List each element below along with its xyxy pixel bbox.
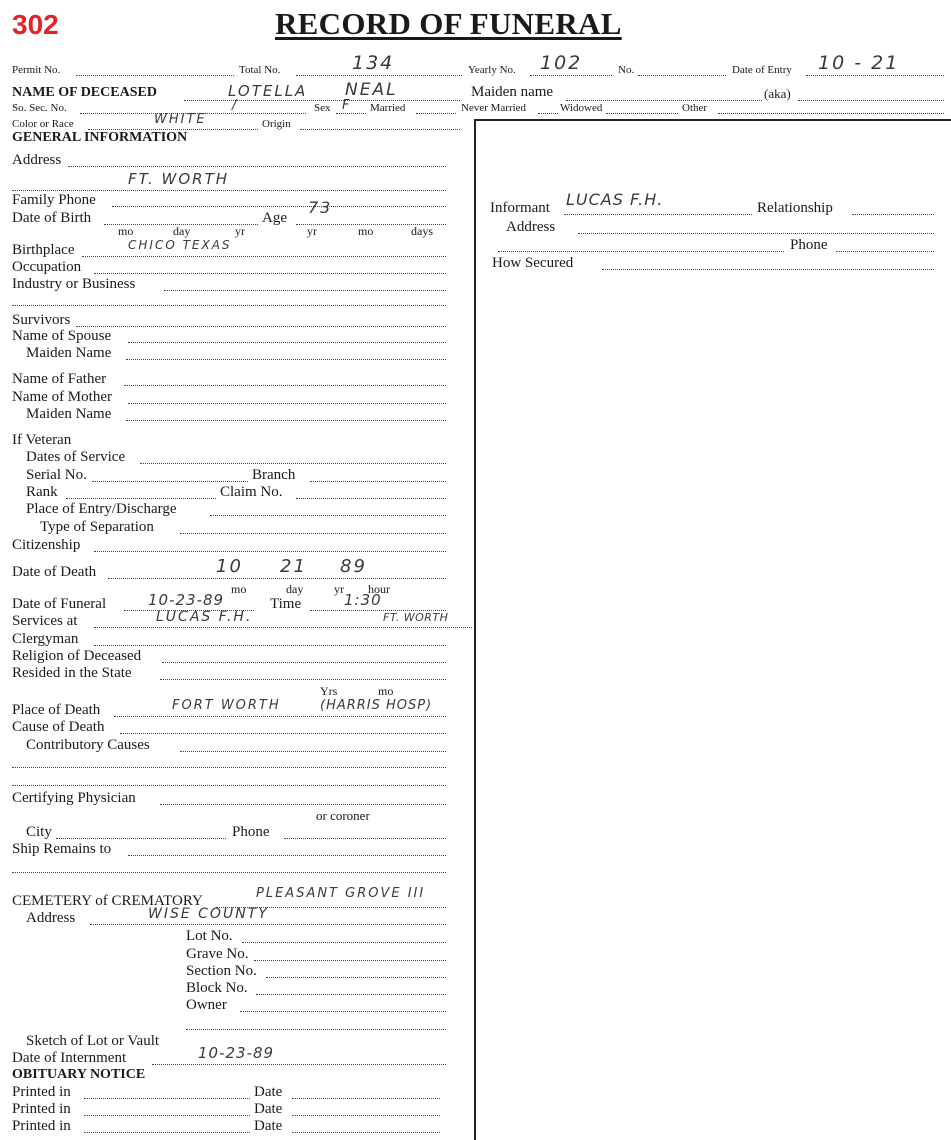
mother-line[interactable] [128,403,446,404]
industry-line[interactable] [164,290,446,291]
industry-label: Industry or Business [12,276,136,292]
birthplace-value: CHICO TEXAS [128,238,232,252]
birthplace-label: Birthplace [12,242,75,258]
spouse-maiden-line[interactable] [126,359,446,360]
other-line[interactable] [718,113,944,114]
resided-sub-mo: mo [378,684,394,698]
coroner-label: or coroner [316,808,370,823]
dob-sub-yr: yr [235,224,245,238]
never-married-label: Never Married [461,102,527,114]
printed-in-label-3: Printed in [12,1118,71,1134]
separation-label: Type of Separation [40,519,154,535]
entry-value: 10 - 21 [818,52,900,74]
how-secured-label: How Secured [492,255,574,271]
yearly-line[interactable] [530,75,612,76]
informant-value: LUCAS F.H. [566,190,664,209]
informant-address-line-2[interactable] [498,251,784,252]
dob-sub-mo: mo [118,224,134,238]
block-label: Block No. [186,980,248,996]
printed-in-line-3[interactable] [84,1132,250,1133]
branch-label: Branch [252,467,296,483]
yearly-label: Yearly No. [468,64,516,76]
death-date-label: Date of Death [12,564,97,580]
serial-label: Serial No. [26,467,87,483]
printed-date-line-1[interactable] [292,1098,440,1099]
maiden-name-label: Maiden name [471,84,554,100]
death-sub-mo: mo [231,582,247,596]
claim-line[interactable] [296,498,446,499]
how-secured-line[interactable] [602,269,934,270]
entry-label: Date of Entry [732,64,792,76]
age-label: Age [262,210,287,226]
death-date-day: 21 [280,556,307,577]
section-label: Section No. [186,963,257,979]
page-title: RECORD OF FUNERAL [275,6,622,41]
spouse-maiden-label: Maiden Name [26,345,112,361]
address-line-1[interactable] [68,166,446,167]
dob-sub-day: day [173,224,191,238]
clergyman-line[interactable] [94,645,446,646]
contributory-line-2[interactable] [12,767,446,768]
physician-phone-line[interactable] [284,838,446,839]
owner-line[interactable] [240,1011,446,1012]
occupation-label: Occupation [12,259,82,275]
spouse-line[interactable] [128,342,446,343]
permit-label: Permit No. [12,64,61,76]
death-place-line[interactable] [114,716,446,717]
printed-date-label-3: Date [254,1118,283,1134]
deceased-name-line[interactable] [184,100,460,101]
printed-in-line-1[interactable] [84,1098,250,1099]
internment-value: 10-23-89 [198,1044,275,1062]
father-line[interactable] [124,385,446,386]
death-place-extra: (HARRIS HOSP) [320,698,433,713]
section-line[interactable] [266,977,446,978]
never-married-line[interactable] [538,113,558,114]
printed-date-label-2: Date [254,1101,283,1117]
origin-line[interactable] [300,129,460,130]
age-sub-mo: mo [358,224,374,238]
informant-phone-line[interactable] [836,251,934,252]
serial-line[interactable] [92,481,248,482]
death-date-line[interactable] [108,578,446,579]
grave-label: Grave No. [186,946,249,962]
physician-phone-label: Phone [232,824,270,840]
sex-label: Sex [314,102,331,114]
race-label: Color or Race [12,118,74,130]
claim-label: Claim No. [220,484,283,500]
internment-line[interactable] [152,1064,446,1065]
death-sub-day: day [286,582,304,596]
cause-line[interactable] [120,733,446,734]
clergyman-label: Clergyman [12,631,79,647]
resided-line[interactable] [160,679,446,680]
age-value: 73 [308,198,333,217]
owner-line-2[interactable] [186,1029,446,1030]
age-sub-yr: yr [307,224,317,238]
funeral-date-value: 10-23-89 [148,591,225,609]
informant-line[interactable] [564,214,752,215]
cemetery-address-line[interactable] [90,924,446,925]
maiden-name-line[interactable] [566,100,762,101]
lot-line[interactable] [242,942,446,943]
services-label: Services at [12,613,78,629]
services-value: LUCAS F.H. [156,609,253,625]
panel-left-border [474,119,476,1140]
married-line[interactable] [416,113,456,114]
grave-line[interactable] [254,960,446,961]
aka-line[interactable] [798,100,944,101]
death-date-yr: 89 [340,556,367,577]
services-city: FT. WORTH [383,611,449,624]
other-label: Other [682,102,708,114]
total-label: Total No. [239,64,281,76]
contributory-line-3[interactable] [12,785,446,786]
branch-line[interactable] [310,481,446,482]
resided-sub-yrs: Yrs [320,684,338,698]
mother-maiden-line[interactable] [126,420,446,421]
city-label: City [26,824,52,840]
address-label: Address [12,152,62,168]
total-line[interactable] [296,75,462,76]
informant-address-label: Address [506,219,556,235]
family-phone-line[interactable] [112,206,446,207]
ssn-label: So. Sec. No. [12,102,67,114]
informant-phone-label: Phone [790,237,828,253]
funeral-time-label: Time [270,596,302,612]
ship-line[interactable] [128,855,446,856]
informant-address-line[interactable] [578,233,934,234]
deceased-last-name: NEAL [345,80,398,100]
origin-label: Origin [262,118,291,130]
occupation-line[interactable] [94,273,446,274]
sex-value: F [342,98,352,113]
entry-discharge-line[interactable] [210,515,446,516]
record-number: 302 [12,9,59,40]
physician-line[interactable] [160,804,446,805]
cemetery-label: CEMETERY of CREMATORY [12,893,203,909]
sex-line[interactable] [336,113,366,114]
rank-label: Rank [26,484,58,500]
block-line[interactable] [256,994,446,995]
funeral-time-value: 1:30 [344,591,382,609]
deceased-first-name: LOTELLA [228,82,308,100]
address-line-2[interactable] [12,190,446,191]
printed-in-label-1: Printed in [12,1084,71,1100]
obituary-heading: OBITUARY NOTICE [12,1067,146,1082]
printed-date-label-1: Date [254,1084,283,1100]
cemetery-value: PLEASANT GROVE III [256,886,426,901]
father-label: Name of Father [12,371,107,387]
death-place-value: FORT WORTH [172,698,281,713]
death-date-mo: 10 [216,556,243,577]
spouse-label: Name of Spouse [12,328,112,344]
cause-label: Cause of Death [12,719,105,735]
rank-line[interactable] [66,498,216,499]
no-line[interactable] [638,75,726,76]
address-value: FT. WORTH [128,170,230,188]
birthplace-line[interactable] [82,256,446,257]
survivors-label: Survivors [12,312,71,328]
physician-label: Certifying Physician [12,790,136,806]
general-heading: GENERAL INFORMATION [12,130,188,145]
resided-label: Resided in the State [12,665,132,681]
widowed-line[interactable] [606,113,678,114]
entry-discharge-label: Place of Entry/Discharge [26,501,177,517]
widowed-label: Widowed [560,102,603,114]
dob-label: Date of Birth [12,210,92,226]
religion-line[interactable] [162,662,446,663]
industry-line-2[interactable] [12,305,446,306]
ssn-value: / [232,98,239,113]
service-dates-line[interactable] [140,463,446,464]
mother-maiden-label: Maiden Name [26,406,112,422]
race-value: WHITE [154,112,207,127]
death-sub-hour: hour [368,582,390,596]
informant-label: Informant [490,200,550,216]
death-sub-yr: yr [334,582,344,596]
relationship-label: Relationship [757,200,833,216]
internment-label: Date of Internment [12,1050,127,1066]
owner-label: Owner [186,997,227,1013]
relationship-line[interactable] [852,214,934,215]
mother-label: Name of Mother [12,389,112,405]
citizenship-label: Citizenship [12,537,81,553]
permit-line[interactable] [76,75,234,76]
sketch-label: Sketch of Lot or Vault [26,1033,160,1049]
deceased-name-label: NAME OF DECEASED [12,85,157,100]
religion-label: Religion of Deceased [12,648,142,664]
cemetery-address-label: Address [26,910,76,926]
lot-label: Lot No. [186,928,233,944]
death-place-label: Place of Death [12,702,101,718]
aka-label: (aka) [764,86,791,101]
veteran-heading: If Veteran [12,432,72,448]
married-label: Married [370,102,406,114]
cemetery-address-value: WISE COUNTY [148,906,269,922]
services-line[interactable] [94,627,472,628]
no-label: No. [618,64,635,76]
contributory-line[interactable] [180,751,446,752]
panel-top-border [474,119,951,121]
family-phone-label: Family Phone [12,192,96,208]
ship-label: Ship Remains to [12,841,112,857]
entry-line[interactable] [806,75,944,76]
service-dates-label: Dates of Service [26,449,126,465]
citizenship-line[interactable] [94,551,446,552]
printed-in-label-2: Printed in [12,1101,71,1117]
printed-date-line-3[interactable] [292,1132,440,1133]
separation-line[interactable] [180,533,446,534]
ship-line-2[interactable] [12,872,446,873]
survivors-line[interactable] [76,326,446,327]
printed-date-line-2[interactable] [292,1115,440,1116]
age-sub-days: days [411,224,433,238]
total-value: 134 [352,52,395,74]
printed-in-line-2[interactable] [84,1115,250,1116]
yearly-value: 102 [540,52,583,74]
funeral-date-label: Date of Funeral [12,596,107,612]
contributory-label: Contributory Causes [26,737,150,753]
city-line[interactable] [56,838,226,839]
